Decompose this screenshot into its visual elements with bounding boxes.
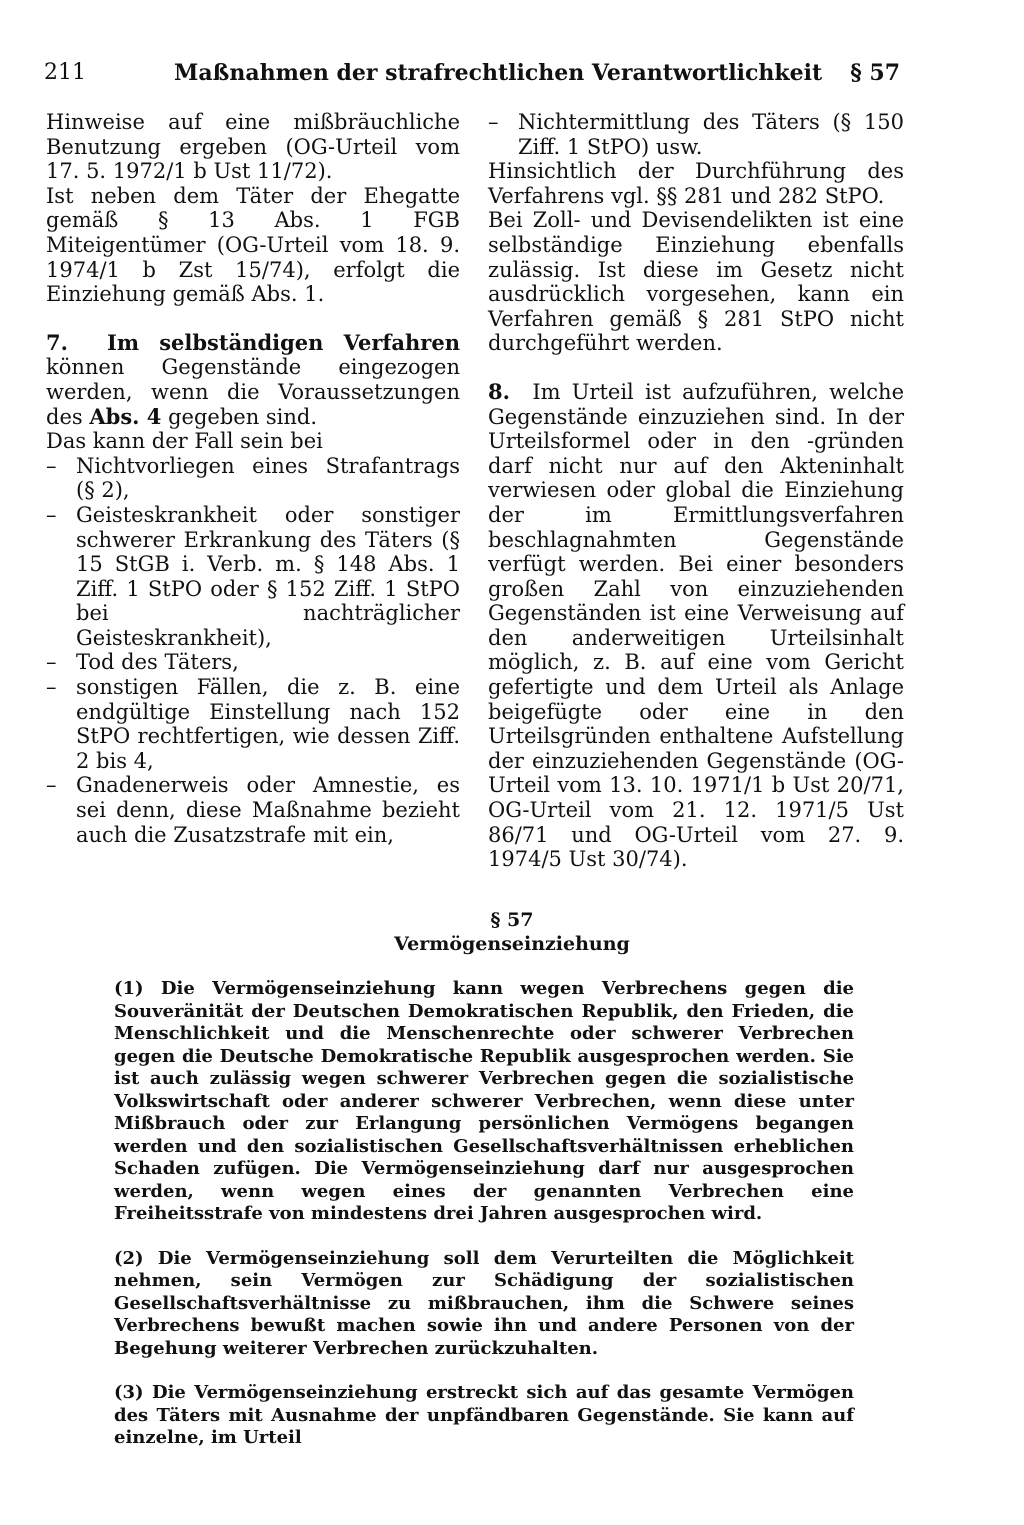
list-item-text: Nichtvorliegen eines Strafantrags (§ 2),: [76, 453, 460, 503]
dash-marker: –: [46, 675, 57, 700]
right-column: [488, 110, 904, 872]
page-number: 211: [44, 60, 86, 85]
running-title: Maßnahmen der strafrechtlichen Verantwortlichkeit: [174, 60, 823, 86]
list-item: [46, 454, 460, 503]
section-title: Vermögenseinziehung: [394, 933, 630, 955]
dash-marker: –: [46, 650, 57, 675]
statute-paragraph: (2) Die Vermögenseinziehung soll dem Verurteilten die Möglichkeit nehmen, sein Vermögen zur Schädigung der sozialistischen Gesellschaftsverhältnisse zu mißbrauchen, ihm die Schwere seines Verbrechens bewußt machen sowie ihn und andere Personen von der Begehung weiterer Verbrechen zurückzuhalten.: [114, 1247, 854, 1359]
paragraph-7: [46, 331, 460, 429]
dash-marker: –: [46, 502, 57, 527]
dash-marker: –: [488, 110, 499, 134]
list-item: [46, 773, 460, 847]
list-item: [46, 503, 460, 651]
list-item-text: Gnadenerweis oder Amnestie, es sei denn, diese Maßnahme bezieht auch die Zusatzstrafe mit ein,: [76, 773, 460, 847]
emphasis: Abs. 4: [89, 403, 162, 429]
text: Im Urteil ist aufzuführen, welche Gegenstände einzuziehen sind. In der Urteilsformel oder in den -gründen darf nicht nur auf den Akteninhalt verwiesen oder global die Einziehung der im Ermittlungsverfahren beschlagnahmten Gegenstände verfügt werden. Bei einer besonders großen Zahl von einzuziehenden Gegenständen ist eine Verweisung auf den anderweitigen Urteilsinhalt möglich, z. B. auf eine vom Gericht gefertigte und dem Urteil als Anlage beigefügte oder eine in den Urteilsgründen enthaltene Aufstellung der einzuziehenden Gegenstände (OG-Urteil vom 13. 10. 1971/1 b Ust 20/71, OG-Urteil vom 21. 12. 1971/5 Ust 86/71 und OG-Urteil vom 27. 9. 1974/5 Ust 30/74).: [488, 379, 904, 872]
text: gegeben sind.: [168, 404, 318, 429]
list-item-text: Nichtermittlung des Täters (§ 150 Ziff. 1 StPO) usw.: [518, 110, 904, 159]
statute-paragraph: (3) Die Vermögenseinziehung erstreckt sich auf das gesamte Vermögen des Täters mit Ausnahme der unpfändbaren Gegenstände. Sie kann auf einzelne, im Urteil: [114, 1382, 854, 1448]
list-item-text: sonstigen Fällen, die z. B. eine endgültige Einstellung nach 152 StPO rechtfertigen, wie dessen Ziff. 2 bis 4,: [76, 675, 460, 773]
text: können Gegenstände eingezogen werden, wenn die Voraussetzungen des: [46, 355, 460, 429]
list-item-text: Geisteskrankheit oder sonstiger schwerer Erkrankung des Täters (§ 15 StGB i. Verb. m. § 148 Abs. 1 Ziff. 1 StPO oder § 152 Ziff. 1 StPO bei nachträglicher Geisteskrankheit),: [76, 502, 460, 650]
statute-text: [114, 978, 854, 1472]
paragraph: Ist neben dem Täter der Ehegatte gemäß § 13 Abs. 1 FGB Miteigentümer (OG-Urteil vom 18. 9. 1974/1 b Zst 15/74), erfolgt die Einziehung gemäß Abs. 1.: [46, 183, 460, 307]
dash-marker: –: [46, 773, 57, 798]
paragraph-number: 7.: [46, 329, 68, 355]
dash-marker: –: [46, 453, 57, 478]
statute-paragraph: (1) Die Vermögenseinziehung kann wegen Verbrechens gegen die Souveränität der Deutschen Demokratischen Republik, den Frieden, die Menschlichkeit und die Menschenrechte oder schwerer Verbrechen gegen die Deutsche Demokratische Republik ausgesprochen werden. Sie ist auch zulässig wegen schwerer Verbrechen gegen die sozialistische Volkswirtschaft oder anderer schwerer Verbrechen, wenn diese unter Mißbrauch oder zur Erlangung persönlichen Vermögens begangen werden und den sozialistischen Gesellschaftsverhältnissen erheblichen Schaden zufügen. Die Vermögenseinziehung darf nur ausgesprochen werden, wenn wegen eines der genannten Verbrechen eine Freiheitsstrafe von mindestens drei Jahren ausgesprochen wird.: [114, 978, 854, 1224]
paragraph: Hinweise auf eine mißbräuchliche Benutzung ergeben (OG-Urteil vom 17. 5. 1972/1 b Ust 11/72).: [46, 110, 460, 184]
running-section: § 57: [850, 60, 900, 86]
list-item: [46, 675, 460, 773]
section-heading: [0, 908, 1024, 956]
paragraph-number: 8.: [488, 378, 510, 404]
paragraph: Hinsichtlich der Durchführung des Verfahrens vgl. §§ 281 und 282 StPO.: [488, 159, 904, 208]
page-header: [44, 60, 900, 94]
paragraph-8: [488, 380, 904, 872]
emphasis: Im selbständigen Verfahren: [107, 329, 460, 355]
list-item-text: Tod des Täters,: [76, 650, 239, 675]
list-item: [46, 650, 460, 675]
list-item: [488, 110, 904, 159]
paragraph: Bei Zoll- und Devisendelikten ist eine selbständige Einziehung ebenfalls zulässig. Ist diese im Gesetz nicht ausdrücklich vorgesehen, kann ein Verfahren gemäß § 281 StPO nicht durchgeführt werden.: [488, 208, 904, 356]
section-number: § 57: [490, 909, 534, 931]
paragraph: Das kann der Fall sein bei: [46, 429, 323, 454]
left-column: [46, 110, 460, 847]
